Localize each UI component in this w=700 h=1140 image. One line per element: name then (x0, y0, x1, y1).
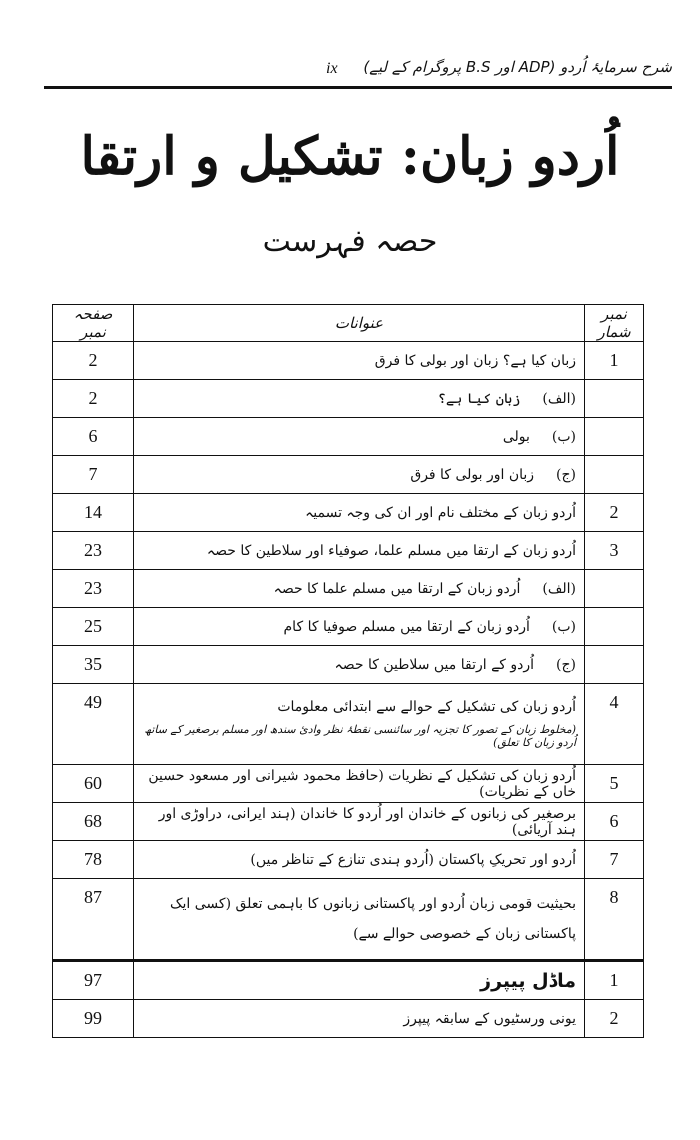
row-page: 49 (53, 684, 134, 765)
row-note: (مخلوط زبان کے تصور کا تجزیہ اور سائنسی نقطۂ نظر وادئ سندھ اور مسلم برصغیر کے ساتھ اُردو زبان کا تعلق) (144, 723, 576, 749)
table-row (53, 646, 644, 684)
row-page: 78 (53, 841, 134, 879)
table-row (53, 803, 644, 841)
row-page: 68 (53, 803, 134, 841)
row-serial (585, 456, 644, 494)
row-serial: 1 (585, 342, 644, 380)
row-serial: 7 (585, 841, 644, 879)
row-title: اُردو زبان کے ارتقا میں مسلم علما، صوفیاء اور سلاطین کا حصہ (206, 542, 576, 559)
row-title: اُردو زبان کی تشکیل کے حوالے سے ابتدائی معلومات (277, 699, 576, 715)
row-title: برصغیر کی زبانوں کے خاندان اور اُردو کا خاندان (ہند ایرانی، دراوڑی اور ہند آریائی) (158, 805, 576, 838)
running-head (44, 58, 672, 82)
row-topic (134, 1000, 585, 1038)
row-page: 87 (53, 879, 134, 961)
row-letter: (الف) (542, 580, 576, 597)
header-page: صفحہ نمبر (53, 305, 134, 342)
row-serial: 8 (585, 879, 644, 961)
row-title: زبان اور بولی کا فرق (410, 466, 535, 483)
row-topic (134, 803, 585, 841)
row-letter: (ب) (551, 428, 576, 445)
row-topic (134, 494, 585, 532)
table-row (53, 570, 644, 608)
row-title: زبان کیا ہے؟ (437, 390, 521, 407)
row-serial: 1 (585, 961, 644, 1000)
row-title: بحیثیت قومی زبان اُردو اور پاکستانی زبانوں کا باہمی تعلق (کسی ایک پاکستانی زبان کے خصوصی حوالے سے) (170, 896, 576, 942)
table-row (53, 380, 644, 418)
row-serial: 2 (585, 494, 644, 532)
row-serial (585, 646, 644, 684)
row-title: اُردو زبان کے ارتقا میں مسلم علما کا حصہ (273, 580, 521, 597)
row-serial: 2 (585, 1000, 644, 1038)
row-topic (134, 532, 585, 570)
row-page: 2 (53, 342, 134, 380)
row-title: ماڈل پیپرز (480, 969, 576, 992)
row-serial: 4 (585, 684, 644, 765)
row-page: 25 (53, 608, 134, 646)
row-page: 7 (53, 456, 134, 494)
row-page: 23 (53, 570, 134, 608)
row-topic (134, 418, 585, 456)
row-topic (134, 570, 585, 608)
table-row (53, 532, 644, 570)
header-rule (44, 86, 672, 89)
row-serial (585, 380, 644, 418)
row-letter: (الف) (542, 390, 576, 407)
row-title: اُردو کے ارتقا میں سلاطین کا حصہ (334, 656, 535, 673)
row-title: اُردو زبان کے ارتقا میں مسلم صوفیا کا کام (283, 618, 530, 635)
row-topic (134, 879, 585, 961)
page-number: ix (326, 60, 338, 77)
table-of-contents (52, 304, 644, 1038)
row-title: اُردو اور تحریکِ پاکستان (اُردو ہندی تنازع کے تناظر میں) (250, 851, 576, 868)
row-topic (134, 961, 585, 1000)
row-title: اُردو زبان کے مختلف نام اور ان کی وجہ تسمیہ (305, 504, 576, 521)
table-row (53, 608, 644, 646)
row-topic (134, 646, 585, 684)
row-title: زبان کیا ہے؟ زبان اور بولی کا فرق (374, 352, 576, 369)
book-title: شرح سرمایۂ اُردو (ADP اور B.S پروگرام کے لیے) (363, 58, 672, 76)
header-topics: عنوانات (134, 305, 585, 342)
section-subtitle: حصہ فہرست (262, 224, 438, 259)
row-page: 99 (53, 1000, 134, 1038)
row-letter: (ب) (551, 618, 576, 635)
row-serial: 3 (585, 532, 644, 570)
row-serial: 6 (585, 803, 644, 841)
row-page: 14 (53, 494, 134, 532)
row-topic (134, 456, 585, 494)
table-row (53, 418, 644, 456)
row-topic (134, 684, 585, 765)
table-row (53, 1000, 644, 1038)
row-serial (585, 608, 644, 646)
table-row-model-papers (53, 961, 644, 1000)
row-topic (134, 380, 585, 418)
table-row (53, 456, 644, 494)
row-page: 2 (53, 380, 134, 418)
row-page: 60 (53, 765, 134, 803)
row-title: بولی (502, 428, 530, 445)
row-serial (585, 418, 644, 456)
table-row (53, 684, 644, 765)
row-page: 6 (53, 418, 134, 456)
table-row (53, 879, 644, 961)
table-row (53, 765, 644, 803)
row-topic (134, 342, 585, 380)
row-page: 23 (53, 532, 134, 570)
row-topic (134, 608, 585, 646)
row-letter: (ج) (556, 656, 576, 673)
table-row (53, 342, 644, 380)
row-page: 35 (53, 646, 134, 684)
header-serial: نمبر شمار (585, 305, 644, 342)
row-letter: (ج) (556, 466, 576, 483)
row-topic (134, 765, 585, 803)
row-title: یونی ورسٹیوں کے سابقہ پیپرز (403, 1010, 576, 1027)
table-header-row (53, 305, 644, 342)
row-title: اُردو زبان کی تشکیل کے نظریات (حافظ محمود شیرانی اور مسعود حسین خاں کے نظریات) (148, 767, 576, 800)
page-title: اُردو زبان: تشکیل و ارتقا (80, 126, 620, 187)
table-row (53, 494, 644, 532)
row-topic (134, 841, 585, 879)
row-serial: 5 (585, 765, 644, 803)
table-row (53, 841, 644, 879)
row-serial (585, 570, 644, 608)
row-page: 97 (53, 961, 134, 1000)
